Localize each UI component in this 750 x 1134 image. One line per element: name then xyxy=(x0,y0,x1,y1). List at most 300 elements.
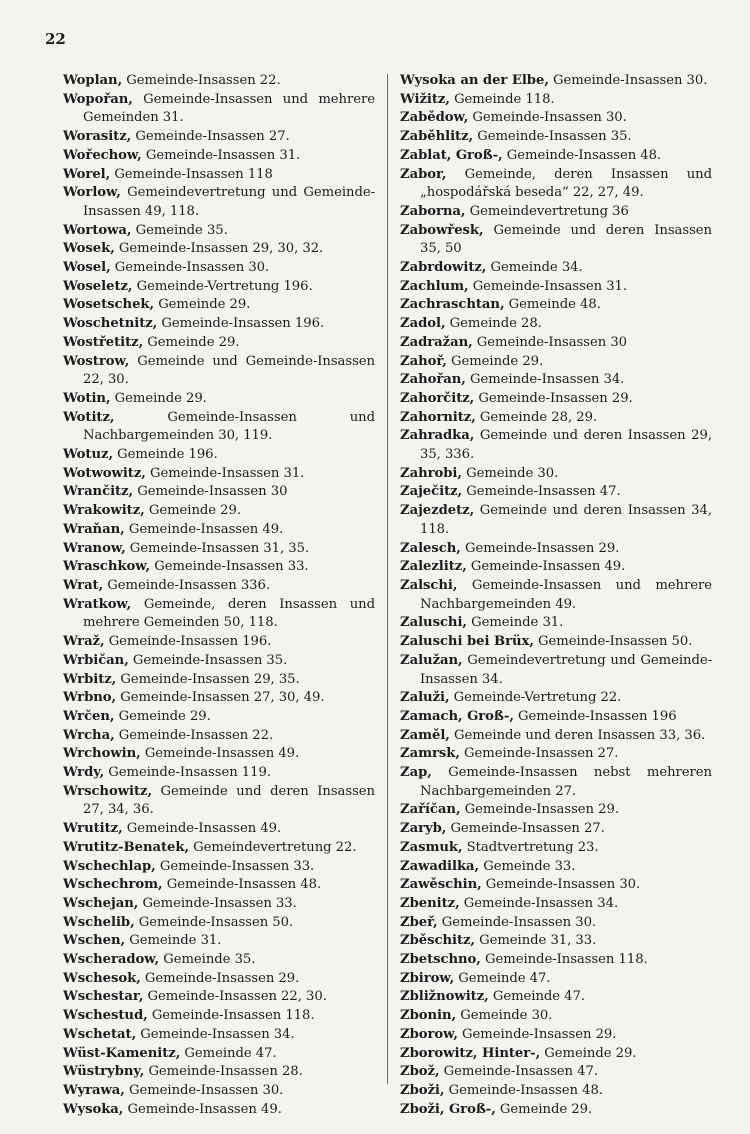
index-entry xyxy=(400,1063,712,1082)
entry-headword: Zabor, xyxy=(400,166,447,182)
entry-text: Gemeinde 118. xyxy=(449,91,555,107)
entry-text: Gemeinde-Insassen 48. xyxy=(162,877,322,893)
index-entry xyxy=(63,577,375,596)
entry-text: Gemeinde-Insassen 50. xyxy=(134,914,294,930)
index-entry xyxy=(400,614,712,633)
entry-headword: Zahoř, xyxy=(400,353,447,369)
index-entry xyxy=(63,895,375,914)
entry-text: Gemeinde 47. xyxy=(180,1045,277,1061)
entry-headword: Wscheradow, xyxy=(63,952,160,968)
index-entry xyxy=(400,427,712,464)
entry-text: Gemeinde-Insassen und mehrere Gemeinden 31. xyxy=(83,91,375,126)
entry-text: Gemeinde 29. xyxy=(495,1101,593,1117)
entry-headword: Wrutitz-Benatek, xyxy=(63,839,189,855)
index-entry xyxy=(400,465,712,484)
entry-text: Gemeinde-Insassen 31, 35. xyxy=(125,540,310,556)
index-entry xyxy=(400,109,712,128)
entry-text: Gemeinde 31. xyxy=(125,933,222,949)
entry-text: Gemeinde 29. xyxy=(144,503,241,519)
entry-headword: Wrbitz, xyxy=(63,671,117,687)
entry-text: Gemeinde und Gemeinde-Insassen 22, 30. xyxy=(83,353,375,388)
index-entry xyxy=(400,708,712,727)
entry-headword: Zamrsk, xyxy=(400,746,460,762)
column-divider xyxy=(387,74,388,1084)
entry-headword: Zabrdowitz, xyxy=(400,260,487,276)
entry-text: Gemeindevertretung und Gemeinde-Insassen 49, 118. xyxy=(83,185,375,219)
entry-text: Gemeinde-Insassen 34. xyxy=(459,895,619,911)
entry-text: Gemeinde-Insassen 50. xyxy=(533,634,693,650)
entry-headword: Zahořan, xyxy=(400,372,466,388)
entry-headword: Zbirow, xyxy=(400,970,455,986)
index-entry xyxy=(400,390,712,409)
entry-headword: Wysoka, xyxy=(63,1101,124,1117)
index-entry xyxy=(400,315,712,334)
entry-text: Gemeinde und deren Insassen 35, 50 xyxy=(420,222,712,257)
entry-headword: Wysoka an der Elbe, xyxy=(400,73,549,88)
entry-text: Gemeinde 47. xyxy=(454,970,551,986)
entry-headword: Wranow, xyxy=(63,540,126,556)
index-entry xyxy=(63,502,375,521)
entry-text: Gemeinde-Insassen 49. xyxy=(140,746,300,762)
entry-text: Gemeinde 31, 33. xyxy=(474,933,597,949)
entry-text: Gemeinde-Insassen 49. xyxy=(123,1101,282,1117)
entry-text: Gemeinde-Insassen und mehrere Nachbargemeinden 49. xyxy=(420,577,712,612)
entry-headword: Wschelib, xyxy=(63,914,135,930)
entry-headword: Zahorčitz, xyxy=(400,390,475,406)
index-entry xyxy=(63,465,375,484)
entry-text: Gemeinde 33. xyxy=(479,858,576,874)
entry-headword: Zalesch, xyxy=(400,540,461,556)
entry-text: Gemeinde-Insassen 29, 30, 32. xyxy=(114,241,324,257)
entry-text: Gemeinde 28, 29. xyxy=(475,409,598,425)
entry-text: Gemeinde-Insassen 22. xyxy=(114,727,274,743)
entry-headword: Zachraschtan, xyxy=(400,297,505,313)
entry-text: Gemeinde-Insassen 30. xyxy=(481,877,641,893)
entry-text: Gemeinde-Vertretung 196. xyxy=(132,278,313,294)
entry-headword: Zachlum, xyxy=(400,278,469,294)
entry-headword: Wschejan, xyxy=(63,895,139,911)
entry-text: Gemeinde 31. xyxy=(466,615,564,631)
entry-text: Gemeinde, deren Insassen und mehrere Gemeinden 50, 118. xyxy=(83,596,375,631)
entry-text: Gemeinde-Insassen 29, 35. xyxy=(116,671,300,687)
index-entry xyxy=(400,727,712,746)
entry-text: Gemeinde-Insassen nebst mehreren Nachbargemeinden 27. xyxy=(420,765,712,799)
entry-text: Gemeinde-Insassen 31. xyxy=(468,278,628,294)
entry-headword: Zaryb, xyxy=(400,821,447,837)
index-entry xyxy=(400,72,712,91)
entry-headword: Zawěschin, xyxy=(400,877,482,893)
entry-headword: Zběschitz, xyxy=(400,933,475,949)
entry-headword: Wrančitz, xyxy=(63,484,134,500)
index-entry xyxy=(400,577,712,614)
entry-text: Gemeinde-Insassen 47. xyxy=(439,1064,598,1080)
entry-headword: Zalužan, xyxy=(400,652,463,668)
entry-headword: Wotin, xyxy=(63,390,111,406)
entry-text: Gemeinde 28. xyxy=(445,316,542,332)
entry-text: Gemeinde 48. xyxy=(504,297,601,313)
entry-headword: Zadražan, xyxy=(400,334,473,350)
entry-text: Gemeinde und deren Insassen 29, 35, 336. xyxy=(420,428,712,463)
index-entry xyxy=(400,1026,712,1045)
entry-text: Gemeinde-Insassen 48. xyxy=(502,147,662,163)
entry-text: Gemeinde-Insassen 30. xyxy=(548,73,708,88)
entry-headword: Wratkow, xyxy=(63,596,132,612)
index-entry xyxy=(63,184,375,221)
entry-text: Gemeindevertretung 22. xyxy=(189,839,357,855)
entry-text: Gemeinde-Vertretung 22. xyxy=(449,690,622,706)
entry-headword: Zaluschi, xyxy=(400,615,467,631)
entry-headword: Wosetschek, xyxy=(63,297,155,313)
entry-text: Gemeinde-Insassen 49. xyxy=(124,521,284,537)
entry-headword: Wostřetitz, xyxy=(63,334,144,350)
entry-headword: Zasmuk, xyxy=(400,839,463,855)
entry-text: Gemeinde-Insassen 196 xyxy=(513,708,677,724)
entry-text: Gemeinde-Insassen 48. xyxy=(444,1082,603,1098)
entry-headword: Wopořan, xyxy=(63,91,133,107)
entry-headword: Zabowřesk, xyxy=(400,222,484,238)
entry-headword: Wosek, xyxy=(63,241,115,257)
entry-text: Gemeinde-Insassen 49. xyxy=(466,559,626,575)
entry-text: Gemeinde-Insassen 30 xyxy=(133,484,288,500)
entry-text: Gemeinde und deren Insassen 34, 118. xyxy=(420,503,712,537)
index-entry xyxy=(63,147,375,166)
entry-headword: Wrčen, xyxy=(63,708,115,724)
entry-headword: Zaluschi bei Brüx, xyxy=(400,634,534,650)
entry-text: Gemeinde-Insassen 27. xyxy=(131,129,290,145)
index-entry xyxy=(63,1082,375,1101)
index-entry xyxy=(63,278,375,297)
index-entry xyxy=(63,91,375,128)
entry-text: Stadtvertretung 23. xyxy=(462,839,599,855)
entry-text: Gemeinde-Insassen 29. xyxy=(140,970,300,986)
entry-headword: Zap, xyxy=(400,765,432,781)
entry-headword: Worlow, xyxy=(63,185,121,201)
entry-headword: Wrakowitz, xyxy=(63,503,145,519)
index-entry xyxy=(400,988,712,1007)
index-entry xyxy=(63,240,375,259)
index-entry xyxy=(400,222,712,259)
index-entry xyxy=(63,128,375,147)
entry-text: Gemeinde und deren Insassen 27, 34, 36. xyxy=(83,783,375,818)
entry-headword: Wschen, xyxy=(63,933,126,949)
index-entry xyxy=(63,483,375,502)
entry-headword: Wrchowin, xyxy=(63,746,141,762)
entry-text: Gemeinde-Insassen 49. xyxy=(122,821,282,837)
page-number: 22 xyxy=(45,30,66,48)
index-entry xyxy=(63,1045,375,1064)
entry-text: Gemeinde-Insassen 35. xyxy=(473,129,632,145)
index-entry xyxy=(400,409,712,428)
entry-headword: Wostrow, xyxy=(63,353,130,369)
entry-headword: Wořechow, xyxy=(63,147,142,163)
entry-headword: Zaječitz, xyxy=(400,484,463,500)
index-entry xyxy=(400,1101,712,1120)
entry-text: Gemeinde-Insassen 31. xyxy=(145,465,305,481)
entry-headword: Wižitz, xyxy=(400,91,450,107)
entry-text: Gemeinde 29. xyxy=(446,353,544,369)
entry-headword: Zahrobi, xyxy=(400,465,462,481)
index-entry xyxy=(400,353,712,372)
entry-text: Gemeinde-Insassen 27. xyxy=(446,821,605,837)
index-entry xyxy=(400,296,712,315)
entry-headword: Zablat, Groß-, xyxy=(400,147,503,163)
entry-headword: Wschestar, xyxy=(63,989,144,1005)
entry-text: Gemeinde-Insassen 30. xyxy=(468,110,627,126)
entry-text: Gemeinde-Insassen 22, 30. xyxy=(143,989,327,1005)
index-entry xyxy=(63,409,375,446)
index-entry xyxy=(63,839,375,858)
index-entry xyxy=(400,932,712,951)
entry-headword: Zbož, xyxy=(400,1064,440,1080)
index-entry xyxy=(400,1007,712,1026)
index-entry xyxy=(63,558,375,577)
entry-text: Gemeinde-Insassen 34. xyxy=(136,1026,295,1042)
entry-headword: Zborowitz, Hinter-, xyxy=(400,1045,541,1061)
entry-text: Gemeinde-Insassen 28. xyxy=(144,1064,303,1080)
index-entry xyxy=(63,1101,375,1120)
entry-headword: Zaluži, xyxy=(400,690,450,706)
entry-text: Gemeinde-Insassen 34. xyxy=(465,372,625,388)
entry-text: Gemeinde, deren Insassen und „hospodářská beseda“ 22, 27, 49. xyxy=(420,166,712,201)
entry-headword: Zaborna, xyxy=(400,203,466,219)
index-entry xyxy=(400,558,712,577)
entry-headword: Woschetnitz, xyxy=(63,316,158,332)
entry-text: Gemeinde-Insassen 22. xyxy=(122,73,281,88)
entry-text: Gemeinde-Insassen 29. xyxy=(460,540,620,556)
index-entry xyxy=(400,166,712,203)
entry-headword: Wschestud, xyxy=(63,1008,148,1024)
entry-text: Gemeinde-Insassen 35. xyxy=(128,652,288,668)
entry-headword: Wotwowitz, xyxy=(63,465,146,481)
index-entry xyxy=(63,671,375,690)
entry-text: Gemeinde 29. xyxy=(110,390,207,406)
entry-headword: Woseletz, xyxy=(63,278,133,294)
entry-text: Gemeinde und deren Insassen 33, 36. xyxy=(449,727,706,743)
index-entry xyxy=(400,502,712,539)
entry-headword: Wrbno, xyxy=(63,690,117,706)
index-entry xyxy=(63,72,375,91)
entry-text: Gemeinde 35. xyxy=(131,222,228,238)
entry-text: Gemeinde-Insassen 29. xyxy=(457,1026,617,1042)
entry-text: Gemeinde-Insassen 33. xyxy=(150,559,309,575)
entry-text: Gemeinde 35. xyxy=(159,952,256,968)
index-entry xyxy=(400,820,712,839)
index-entry xyxy=(400,278,712,297)
entry-headword: Wrdy, xyxy=(63,765,105,781)
entry-headword: Zbližnowitz, xyxy=(400,989,489,1005)
index-entry xyxy=(63,914,375,933)
entry-text: Gemeinde-Insassen 118. xyxy=(480,952,648,968)
index-entry xyxy=(63,689,375,708)
index-entry xyxy=(400,259,712,278)
entry-headword: Wotuz, xyxy=(63,447,113,463)
entry-text: Gemeinde 29. xyxy=(540,1045,637,1061)
index-entry xyxy=(63,1063,375,1082)
entry-headword: Wosel, xyxy=(63,260,111,276)
index-entry xyxy=(400,91,712,110)
index-entry xyxy=(400,839,712,858)
index-entry xyxy=(63,970,375,989)
entry-headword: Zbenitz, xyxy=(400,895,460,911)
entry-headword: Wyrawa, xyxy=(63,1082,125,1098)
index-entry xyxy=(63,259,375,278)
entry-text: Gemeinde 29. xyxy=(154,297,251,313)
index-entry xyxy=(63,540,375,559)
index-entry xyxy=(400,128,712,147)
entry-headword: Zawadilka, xyxy=(400,858,480,874)
index-entry xyxy=(63,745,375,764)
entry-headword: Wortowa, xyxy=(63,222,132,238)
entry-headword: Zamach, Groß-, xyxy=(400,708,514,724)
column-right xyxy=(400,72,712,1119)
entry-text: Gemeinde-Insassen 30. xyxy=(124,1082,284,1098)
index-entry xyxy=(63,1007,375,1026)
index-entry xyxy=(400,895,712,914)
entry-headword: Wschesok, xyxy=(63,970,141,986)
entry-text: Gemeinde-Insassen 29. xyxy=(474,390,633,406)
index-entry xyxy=(400,801,712,820)
index-entry xyxy=(400,652,712,689)
entry-text: Gemeinde 30. xyxy=(461,465,559,481)
entry-headword: Zalschi, xyxy=(400,577,458,593)
entry-headword: Zalezlitz, xyxy=(400,559,467,575)
index-entry xyxy=(63,334,375,353)
index-entry xyxy=(400,951,712,970)
entry-headword: Wraž, xyxy=(63,634,105,650)
index-entry xyxy=(63,951,375,970)
entry-text: Gemeinde-Insassen 196. xyxy=(157,316,325,332)
index-entry xyxy=(400,858,712,877)
index-entry xyxy=(400,203,712,222)
entry-text: Gemeinde-Insassen 30. xyxy=(110,260,270,276)
entry-text: Gemeinde 34. xyxy=(486,260,583,276)
index-entry xyxy=(400,483,712,502)
entry-headword: Worasitz, xyxy=(63,129,132,145)
index-entry xyxy=(63,222,375,241)
entry-text: Gemeinde-Insassen 27. xyxy=(459,746,619,762)
entry-headword: Zahornitz, xyxy=(400,409,476,425)
index-entry xyxy=(400,1045,712,1064)
index-entry xyxy=(63,876,375,895)
index-entry xyxy=(63,727,375,746)
entry-headword: Zbeř, xyxy=(400,914,438,930)
index-entry xyxy=(63,353,375,390)
entry-headword: Zajezdetz, xyxy=(400,503,475,519)
entry-headword: Wschechlap, xyxy=(63,858,156,874)
entry-headword: Wschechrom, xyxy=(63,877,163,893)
entry-text: Gemeinde 30. xyxy=(456,1008,553,1024)
entry-text: Gemeindevertretung und Gemeinde-Insassen 34. xyxy=(420,652,712,687)
entry-headword: Wraňan, xyxy=(63,521,125,537)
index-entry xyxy=(400,876,712,895)
index-entry xyxy=(400,745,712,764)
entry-text: Gemeinde-Insassen 118. xyxy=(147,1008,315,1024)
entry-text: Gemeinde-Insassen 30. xyxy=(437,914,597,930)
index-entry xyxy=(400,633,712,652)
index-entry xyxy=(63,988,375,1007)
entry-headword: Zboži, Groß-, xyxy=(400,1101,496,1117)
index-entry xyxy=(400,970,712,989)
index-entry xyxy=(63,764,375,783)
entry-text: Gemeinde 29. xyxy=(143,334,240,350)
entry-text: Gemeinde 196. xyxy=(113,447,218,463)
entry-text: Gemeinde 29. xyxy=(114,708,211,724)
entry-text: Gemeinde-Insassen 196. xyxy=(104,634,272,650)
entry-headword: Wrbičan, xyxy=(63,652,129,668)
index-entry xyxy=(400,540,712,559)
entry-headword: Wrutitz, xyxy=(63,821,123,837)
entry-headword: Worel, xyxy=(63,166,111,182)
entry-text: Gemeinde-Insassen 336. xyxy=(103,577,270,593)
entry-text: Gemeinde-Insassen 33. xyxy=(155,858,315,874)
column-left xyxy=(63,72,375,1119)
entry-headword: Zaběhlitz, xyxy=(400,129,474,145)
entry-headword: Wotitz, xyxy=(63,409,115,425)
index-entry xyxy=(400,689,712,708)
entry-headword: Wschetat, xyxy=(63,1026,137,1042)
entry-headword: Wüstrybny, xyxy=(63,1064,145,1080)
entry-headword: Zaměl, xyxy=(400,727,450,743)
index-entry xyxy=(63,596,375,633)
entry-headword: Zborow, xyxy=(400,1026,458,1042)
entry-headword: Wraschkow, xyxy=(63,559,151,575)
index-entry xyxy=(400,147,712,166)
index-entry xyxy=(63,783,375,820)
index-entry xyxy=(63,390,375,409)
index-entry xyxy=(63,446,375,465)
entry-headword: Zahradka, xyxy=(400,428,475,444)
entry-headword: Wrschowitz, xyxy=(63,783,152,799)
index-entry xyxy=(63,858,375,877)
index-entry xyxy=(63,1026,375,1045)
entry-text: Gemeinde-Insassen 33. xyxy=(138,895,297,911)
entry-text: Gemeinde-Insassen 119. xyxy=(104,765,271,781)
entry-text: Gemeinde-Insassen 118 xyxy=(110,166,273,182)
entry-headword: Wrcha, xyxy=(63,727,115,743)
entry-text: Gemeinde 47. xyxy=(488,989,585,1005)
entry-text: Gemeinde-Insassen 27, 30, 49. xyxy=(116,690,325,706)
index-entry xyxy=(400,371,712,390)
index-entry xyxy=(63,521,375,540)
entry-headword: Woplan, xyxy=(63,73,123,88)
index-entry xyxy=(63,932,375,951)
entry-headword: Zbetschno, xyxy=(400,952,481,968)
entry-text: Gemeinde-Insassen 31. xyxy=(141,147,301,163)
index-entry xyxy=(63,296,375,315)
entry-headword: Zboži, xyxy=(400,1082,445,1098)
entry-headword: Zaříčan, xyxy=(400,802,461,818)
index-entry xyxy=(63,315,375,334)
index-entry xyxy=(63,708,375,727)
entry-text: Gemeinde-Insassen 47. xyxy=(462,484,621,500)
entry-text: Gemeindevertretung 36 xyxy=(465,203,629,219)
index-entry xyxy=(400,1082,712,1101)
entry-text: Gemeinde-Insassen und Nachbargemeinden 30, 119. xyxy=(83,409,375,444)
entry-headword: Wüst-Kamenitz, xyxy=(63,1045,181,1061)
entry-headword: Wrat, xyxy=(63,577,104,593)
index-entry xyxy=(63,652,375,671)
index-entry xyxy=(400,764,712,801)
entry-headword: Zadol, xyxy=(400,316,446,332)
entry-headword: Zabědow, xyxy=(400,110,469,126)
index-entry xyxy=(400,914,712,933)
entry-headword: Zbonin, xyxy=(400,1008,457,1024)
entry-text: Gemeinde-Insassen 29. xyxy=(460,802,619,818)
index-entry xyxy=(400,334,712,353)
index-entry xyxy=(63,633,375,652)
entry-text: Gemeinde-Insassen 30 xyxy=(472,334,627,350)
index-entry xyxy=(63,820,375,839)
